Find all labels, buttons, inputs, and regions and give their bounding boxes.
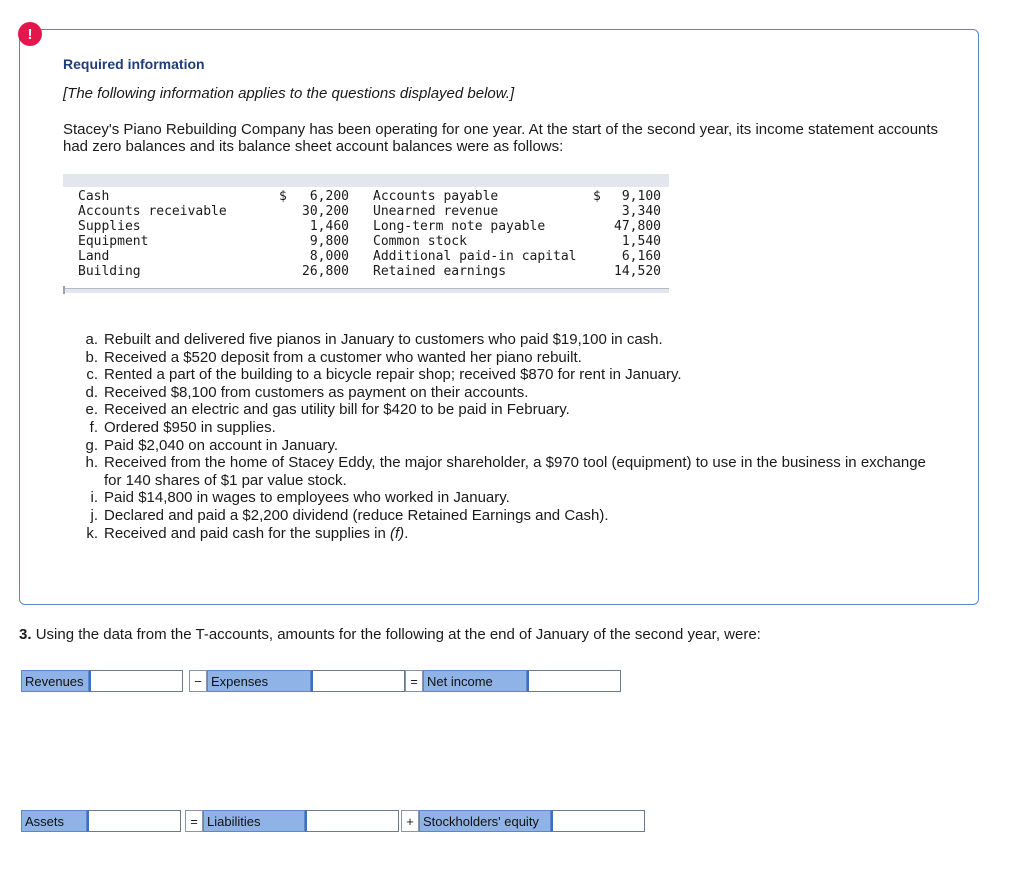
required-information-subtitle: [The following information applies to the questions displayed below.] — [63, 85, 515, 102]
list-item — [82, 366, 932, 384]
equals-operator: = — [405, 670, 423, 692]
liability-equity-amounts-column — [591, 189, 661, 279]
balance-sheet-table — [63, 174, 669, 292]
question-number: 3. — [19, 626, 32, 643]
list-item — [82, 349, 932, 367]
income-equation-row — [21, 669, 621, 693]
asset-accounts-column — [78, 189, 278, 279]
accounting-equation-row — [21, 809, 645, 833]
list-item-letter: f. — [89, 418, 98, 436]
table-header-bar — [63, 174, 669, 187]
list-item-letter: a. — [85, 331, 98, 348]
table-footer-tick — [63, 286, 65, 294]
question-text: Using the data from the T-accounts, amounts for the following at the end of January of the second year, were: — [35, 626, 761, 643]
assets-label: Assets — [21, 810, 87, 832]
list-item-letter: i. — [90, 489, 98, 507]
list-item-text: Received $8,100 from customers as payment on their accounts. — [104, 383, 529, 401]
account-name: Supplies — [78, 219, 141, 234]
required-information-title: Required information — [63, 56, 205, 72]
account-name: Long-term note payable — [373, 219, 546, 234]
account-amount: 6,200 — [309, 189, 349, 204]
account-amount: 3,340 — [621, 204, 661, 219]
equals-operator: = — [185, 810, 203, 832]
problem-intro: Stacey's Piano Rebuilding Company has been operating for one year. At the start of the second year, its income statement accounts had zero balances and its balance sheet account balances were as follows: — [63, 121, 939, 155]
list-item — [82, 454, 932, 489]
net-income-input[interactable] — [527, 670, 621, 692]
list-item — [82, 525, 932, 543]
account-amount: 9,100 — [621, 189, 661, 204]
stockholders-equity-input[interactable] — [551, 810, 645, 832]
list-item-text: Rented a part of the building to a bicycle repair shop; received $870 for rent in January. — [104, 366, 682, 384]
account-amount: 1,540 — [621, 234, 661, 249]
stockholders-equity-label: Stockholders' equity — [419, 810, 551, 832]
list-item — [82, 401, 932, 419]
list-item-text: Ordered $950 in supplies. — [104, 418, 276, 436]
list-item — [82, 507, 932, 525]
list-item-letter: g. — [85, 436, 98, 454]
transactions-list — [82, 331, 932, 542]
plus-operator: + — [401, 810, 419, 832]
account-name: Land — [78, 249, 110, 264]
account-name: Accounts payable — [373, 189, 499, 204]
account-amount: 6,160 — [621, 249, 661, 264]
asset-amounts-column — [275, 189, 349, 279]
account-amount: 9,800 — [309, 234, 349, 249]
account-name: Building — [78, 264, 141, 279]
list-item-letter: j. — [90, 506, 98, 524]
list-item-text: Received from the home of Stacey Eddy, the major shareholder, a $970 tool (equipment) to use in the business in exchange for 140 shares of $1 par value stock. — [104, 454, 926, 489]
currency-symbol: $ — [593, 189, 601, 204]
list-item-letter: d. — [85, 383, 98, 401]
list-item-letter: k. — [86, 524, 98, 542]
alert-icon: ! — [18, 22, 42, 46]
expenses-input[interactable] — [311, 670, 405, 692]
liability-equity-accounts-column — [373, 189, 603, 279]
list-item-text: Rebuilt and delivered five pianos in January to customers who paid $19,100 in cash. — [104, 331, 663, 348]
list-item-letter: h. — [85, 454, 98, 472]
table-footer-bar — [63, 288, 669, 293]
list-item-letter: e. — [85, 401, 98, 419]
list-item-text: Received a $520 deposit from a customer who wanted her piano rebuilt. — [104, 348, 582, 366]
list-item-letter: c. — [86, 366, 98, 384]
account-amount: 14,520 — [614, 264, 661, 279]
list-item-text: Received an electric and gas utility bill for $420 to be paid in February. — [104, 401, 570, 419]
liabilities-label: Liabilities — [203, 810, 305, 832]
list-item — [82, 331, 932, 349]
revenues-input[interactable] — [89, 670, 183, 692]
account-amount: 8,000 — [309, 249, 349, 264]
list-item — [82, 437, 932, 455]
account-name: Unearned revenue — [373, 204, 499, 219]
account-name: Common stock — [373, 234, 467, 249]
list-item-text: Paid $2,040 on account in January. — [104, 436, 339, 454]
list-item — [82, 419, 932, 437]
account-name: Equipment — [78, 234, 149, 249]
revenues-label: Revenues — [21, 670, 89, 692]
account-amount: 30,200 — [302, 204, 349, 219]
liabilities-input[interactable] — [305, 810, 399, 832]
account-amount: 26,800 — [302, 264, 349, 279]
list-item-text: Paid $14,800 in wages to employees who worked in January. — [104, 489, 510, 507]
list-item — [82, 384, 932, 402]
account-name: Accounts receivable — [78, 204, 227, 219]
expenses-label: Expenses — [207, 670, 311, 692]
account-name: Retained earnings — [373, 264, 507, 279]
list-item-letter: b. — [85, 348, 98, 366]
net-income-label: Net income — [423, 670, 527, 692]
list-item-text: Received and paid cash for the supplies in (f). — [104, 524, 409, 542]
currency-symbol: $ — [279, 189, 287, 204]
list-item-text: Declared and paid a $2,200 dividend (reduce Retained Earnings and Cash). — [104, 506, 609, 524]
question-prompt — [19, 626, 761, 643]
account-name: Additional paid-in capital — [373, 249, 577, 264]
list-item — [82, 489, 932, 507]
minus-operator: − — [189, 670, 207, 692]
account-amount: 47,800 — [614, 219, 661, 234]
account-name: Cash — [78, 189, 110, 204]
account-amount: 1,460 — [309, 219, 349, 234]
assets-input[interactable] — [87, 810, 181, 832]
